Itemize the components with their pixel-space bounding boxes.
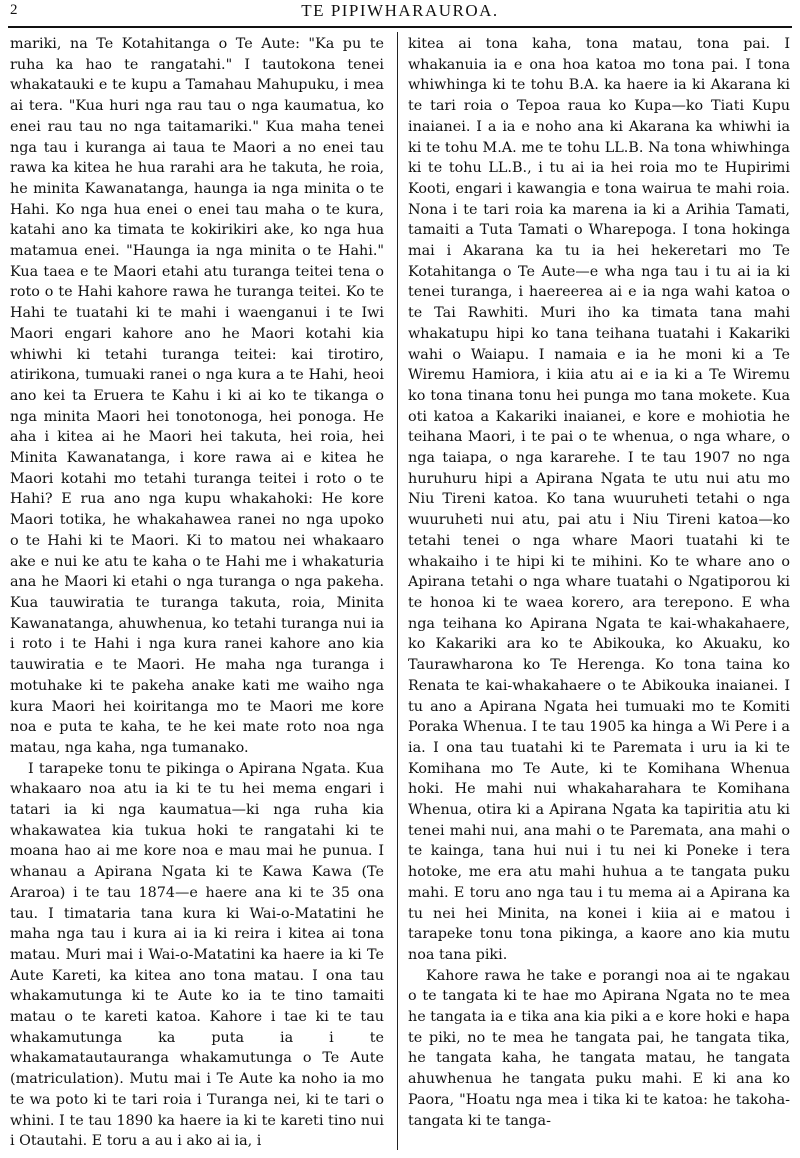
- column-divider: [397, 32, 398, 1150]
- page-header: [8, 0, 792, 26]
- page-number: 2: [10, 2, 18, 18]
- right-paragraph-2: Kahore rawa he take e porangi noa ai te ngakau o te tangata ki te hae mo Apirana Ngata no te mea he tangata ia e tika ana kia piki a e kore hoki e hapa te piki, no te mea he tangata pai, he tangata tika, he tangata kaha, he tangata matau, he tangata ahuwhenua he tangata puku mahi. E ki ana ko Paora, "Hoatu nga mea i tika ki te katoa: he takoha-tangata ki te tanga-: [408, 967, 790, 1129]
- running-title: TE PIPIWHARAUROA.: [301, 1, 499, 20]
- header-rule: [8, 26, 792, 28]
- left-paragraph-2: I tarapeke tonu te pikinga o Apirana Ngata. Kua whakaaro noa atu ia ki te tu hei mema engari i tatari ia ki nga kaumatua—ki nga ruha kia whakawatea kia tukua hoki te rangatahi ki te moana hao ai me kore noa e mau mai he punua. I whanau a Apirana Ngata ki te Kawa Kawa (Te Araroa) i te tau 1874—e haere ana ki te 35 ona tau. I timataria tana kura ki Wai-o-Matatini he maha nga tau i kura ai ia ki reira i kitea ai tona matau. Muri mai i Wai-o-Matatini ka haere ia ki Te Aute Kareti, ka kitea ano tona matau. I ona tau whakamutunga ki te Aute ko ia te tino tamaiti matau o te kareti katoa. Kahore i tae ki te tau whakamutunga ka puta ia i te whakamatautauranga whakamutunga o Te Aute (matriculation). Mutu mai i Te Aute ka noho ia mo te wa poto ki te tari roia i Turanga nei, ki te tari o whini. I te tau 1890 ka haere ia ki te kareti tino nui i Otautahi. E toru a au i ako ai ia, i: [10, 760, 384, 1150]
- right-paragraph-1: kitea ai tona kaha, tona matau, tona pai. I whakanuia ia e ona hoa katoa mo tona pai. I tona whiwhinga ki te tohu B.A. ka haere ia ki Akarana ki te tari roia o Tepoa raua ko Kupa—ko Tiati Kupu inaianei. I a ia e noho ana ki Akarana ka whiwhi ia ki te tohu M.A. me te tohu LL.B. Na tona whiwhinga ki te tohu LL.B., i tu ai ia hei roia mo te Hupirimi Kooti, engari i kawangia e tona wairua te mahi roia. Nona i te tari roia ka marena ia ki a Arihia Tamati, tamaiti a Tuta Tamati o Wharepoga. I tona hokinga mai i Akarana ka tu ia hei hekeretari mo Te Kotahitanga o Te Aute—e wha nga tau i tu ai ia ki tenei turanga, i haereerea ai e ia nga wahi katoa o te Tai Rawhiti. Muri iho ka timata tana mahi whakatupu hipi ko tana teihana tuatahi i Kakariki wahi o Waiapu. I namaia e ia he moni ki a Te Wiremu Hamiora, i kiia atu ai e ia ki a Te Wiremu ko tona tinana tonu hei punga mo tana mokete. Kua oti katoa a Kakariki inaianei, e kore e mohiotia he teihana Maori, i te pai o te whenua, o nga whare, o nga taiapa, o nga kararehe. I te tau 1907 no nga huruhuru hipi a Apirana Ngata te utu nui atu mo Niu Tireni katoa. Ko tana wuuruheti tetahi o nga wuuruheti nui atu, pai atu i Niu Tireni katoa—ko tetahi tenei o nga whare Maori tuatahi ki te whakaiho i te hipi ki te mihini. Ko te whare ano o Apirana tetahi o nga whare tuatahi o Ngatiporou ki te honoa ki te waea korero, ara terepono. E wha nga teihana ko Apirana Ngata te kai-whakahaere, ko Kakariki ara ko te Abikouka, ko Akuaku, ko Taurawharona ko Te Herenga. Ko tona taina ko Renata te kai-whakahaere o te Abikouka inaianei. I tu ano a Apirana Ngata hei tumuaki mo te Komiti Poraka Whenua. I te tau 1905 ka hinga a Wi Pere i a ia. I ona tau tuatahi ki te Paremata i uru ia ki te Komihana mo Te Aute, ki te Komihana Whenua hoki. He mahi nui whakaharahara te Komihana Whenua, otira ki a Apirana Ngata ka tapiritia atu ki tenei mahi nui, ana mahi o te Paremata, ana mahi o te kainga, tana hui nui i tu nei ki Poneke i tera hotoke, me era atu mahi huhua a te tangata puku mahi. E toru ano nga tau i tu mema ai a Apirana ka tu nei hei Minita, na konei i kiia ai e matou i tarapeke tonu tona pikinga, a kaore ano kia mutu noa tana piki.: [408, 36, 790, 963]
- right-column: [408, 34, 790, 1154]
- left-paragraph-1: mariki, na Te Kotahitanga o Te Aute: "Ka pu te ruha ka hao te rangatahi." I tautokona tenei whakatauki e te kupu a Tamahau Mahupuku, i mea ai tera. "Kua huri nga rau tau o nga kaumatua, ko enei rau tau no nga taitamariki." Kua maha tenei nga tau i kuranga ai taua te Maori a no enei tau rawa ka kitea he hua rarahi ara he takuta, he roia, he minita Kawanatanga, haunga ia nga minita o te Hahi. Ko nga hua enei o enei tau maha o te kura, katahi ano ka timata te kokirikiri ake, ko nga hua matamua enei. "Haunga ia nga minita o te Hahi." Kua taea e te Maori etahi atu turanga teitei tena o roto o te Hahi kahore rawa he turanga teitei. Ko te Hahi te tuatahi ki te mahi i waenganui i te Iwi Maori engari kahore ano he Maori kotahi kia whiwhi ki tetahi turanga teitei: kai tirotiro, atirikona, tumuaki ranei o nga kura a te Hahi, heoi ano kei ta Eruera te Kahu i ki ai ko te tikanga o nga minita Maori hei tonotonoga, hei ponoga. He aha i kitea ai he Maori hei takuta, hei roia, hei Minita Kawanatanga, i kore rawa ai e kitea he Maori kotahi mo tetahi turanga teitei i roto o te Hahi? E rua ano nga kupu whakahoki: He kore Maori totika, he whakahawea ranei no nga upoko o te Hahi ki te Maori. Ki to matou nei whakaaro ake e nui ke atu te kaha o te Hahi me i whakaturia ana he Maori ki etahi o nga turanga o nga pakeha. Kua tauwiratia te turanga takuta, roia, Minita Kawanatanga, ahuwhenua, ko tetahi turanga nui ia i roto i te Hahi i nga kura ranei kahore ano kia tauwiratia e te Maori. He maha nga turanga i motuhake ki te pakeha anake kati me waiho nga kura Maori hei koiritanga mo te Maori me kore noa e puta te kaha, te he kei mate roto noa nga matau, nga kaha, nga tumanako.: [10, 36, 384, 756]
- left-column: [10, 34, 384, 1154]
